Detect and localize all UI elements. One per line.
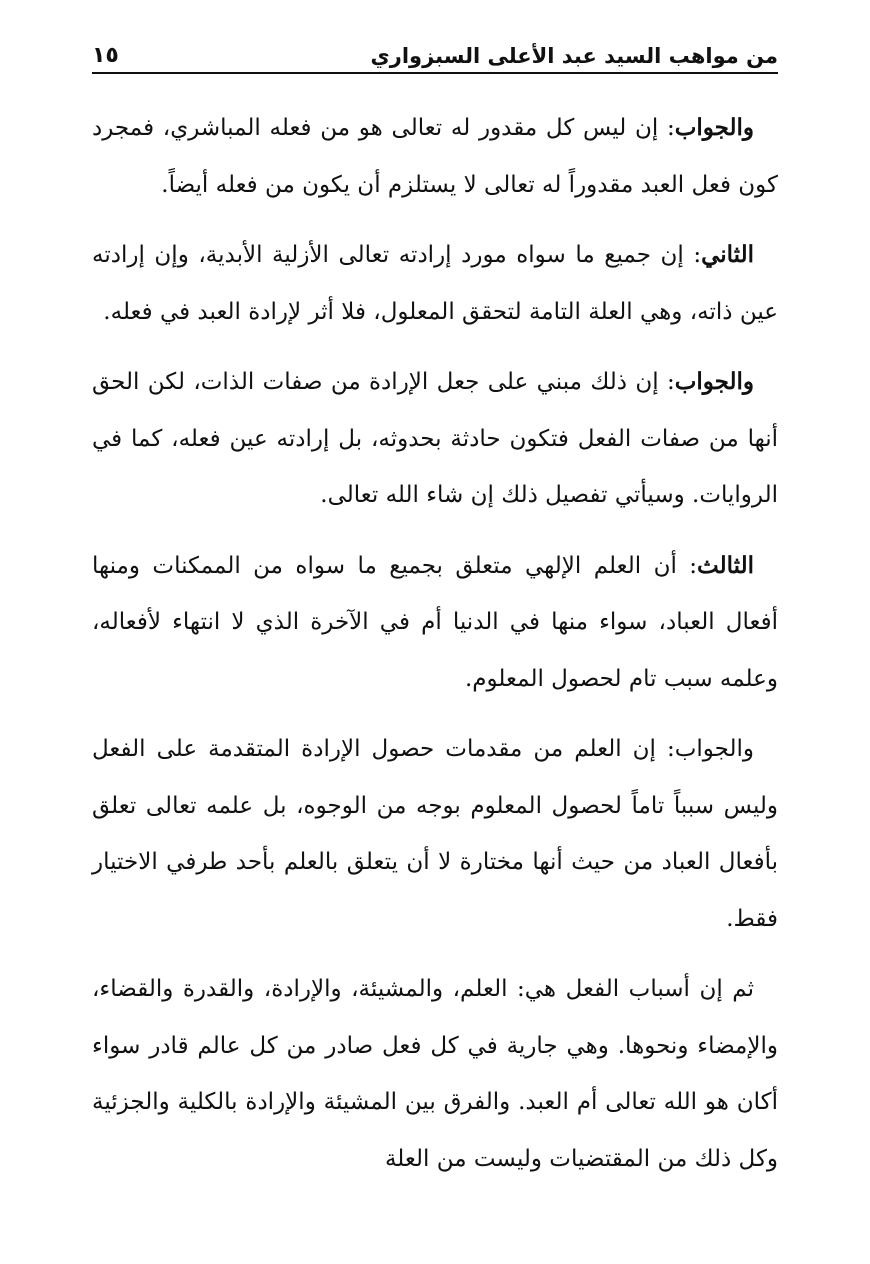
paragraph-lead: الثالث (697, 551, 754, 579)
paragraph-text: ثم إن أسباب الفعل هي: العلم، والمشيئة، والإرادة، والقدرة والقضاء، والإمضاء ونحوها. وهي جارية في كل فعل صادر من كل عالم قادر سواء أكان هو الله تعالى أم العبد. والفرق بين المشيئة والإرادة بالكلية والجزئية وكل ذلك من المقتضيات وليست من العلة (92, 976, 778, 1172)
paragraph-text: والجواب: إن العلم من مقدمات حصول الإرادة المتقدمة على الفعل وليس سبباً تاماً لحصول المعلوم بوجه من الوجوه، بل علمه تعالى تعلق بأفعال العباد من حيث أنها مختارة لا أن يتعلق بالعلم بأحد طرفي الاختيار فقط. (92, 736, 778, 932)
paragraph-text: : أن العلم الإلهي متعلق بجميع ما سواه من الممكنات ومنها أفعال العباد، سواء منها في الدنيا أم في الآخرة الذي لا انتهاء لأفعاله، وعلمه سبب تام لحصول المعلوم. (92, 552, 778, 692)
paragraph-text: : إن جميع ما سواه مورد إرادته تعالى الأزلية الأبدية، وإن إرادته عين ذاته، وهي العلة التامة لتحقق المعلول، فلا أثر لإرادة العبد في فعله. (92, 242, 778, 325)
running-title: من مواهب السيد عبد الأعلى السبزواري (370, 44, 778, 68)
page-header (92, 28, 778, 74)
paragraph-5 (92, 721, 778, 947)
paragraph-4 (92, 538, 778, 708)
paragraph-text: : إن ليس كل مقدور له تعالى هو من فعله المباشري، فمجرد كون فعل العبد مقدوراً له تعالى لا يستلزم أن يكون من فعله أيضاً. (92, 115, 778, 198)
paragraph-3 (92, 354, 778, 524)
paragraph-6 (92, 961, 778, 1187)
paragraph-text: : إن ذلك مبني على جعل الإرادة من صفات الذات، لكن الحق أنها من صفات الفعل فتكون حادثة بحدوثه، بل إرادته عين فعله، كما في الروايات. وسيأتي تفصيل ذلك إن شاء الله تعالى. (92, 369, 778, 508)
page-number: ١٥ (92, 43, 119, 68)
paragraph-lead: والجواب (674, 368, 754, 395)
page-body (92, 100, 778, 1201)
paragraph-lead: والجواب (674, 114, 754, 141)
paragraph-lead: الثاني (701, 241, 754, 268)
paragraph-2 (92, 227, 778, 340)
paragraph-1 (92, 100, 778, 213)
